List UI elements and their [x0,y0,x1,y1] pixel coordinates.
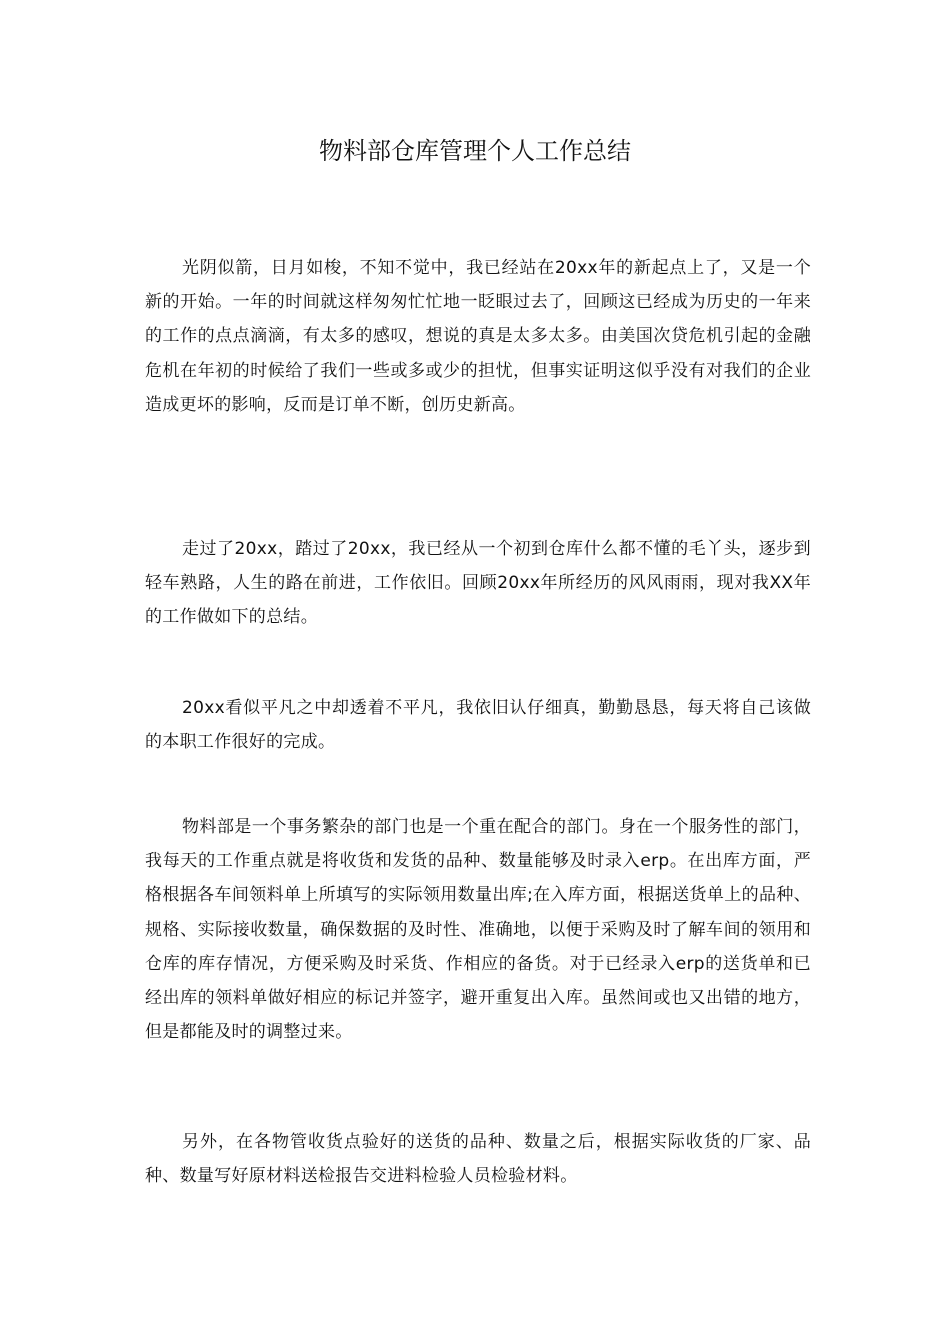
paragraph-4: 物料部是一个事务繁杂的部门也是一个重在配合的部门。身在一个服务性的部门，我每天的工作重点就是将收货和发货的品种、数量能够及时录入erp。在出库方面，严格根据各车间领料单上所填写的实际领用数量出库;在入库方面，根据送货单上的品种、规格、实际接收数量，确保数据的及时性、准确地，以便于采购及时了解车间的领用和仓库的库存情况，方便采购及时采货、作相应的备货。对于已经录入erp的送货单和已经出库的领料单做好相应的标记并签字，避开重复出入库。虽然间或也又出错的地方，但是都能及时的调整过来。 [145,817,811,1043]
document-title: 物料部仓库管理个人工作总结 [319,137,631,165]
paragraph-1: 光阴似箭，日月如梭，不知不觉中，我已经站在20xx年的新起点上了，又是一个新的开始。一年的时间就这样匆匆忙忙地一眨眼过去了，回顾这已经成为历史的一年来的工作的点点滴滴，有太多的感叹，想说的真是太多太多。由美国次贷危机引起的金融危机在年初的时候给了我们一些或多或少的担忧，但事实证明这似乎没有对我们的企业造成更坏的影响，反而是订单不断，创历史新高。 [145,258,811,415]
paragraph-2: 走过了20xx，踏过了20xx，我已经从一个初到仓库什么都不懂的毛丫头，逐步到轻车熟路，人生的路在前进，工作依旧。回顾20xx年所经历的风风雨雨，现对我XX年的工作做如下的总结。 [145,539,811,628]
paragraph-3: 20xx看似平凡之中却透着不平凡，我依旧认仔细真，勤勤恳恳，每天将自己该做的本职工作很好的完成。 [145,698,811,753]
paragraph-5: 另外，在各物管收货点验好的送货的品种、数量之后，根据实际收货的厂家、品种、数量写好原材料送检报告交进料检验人员检验材料。 [145,1132,811,1187]
